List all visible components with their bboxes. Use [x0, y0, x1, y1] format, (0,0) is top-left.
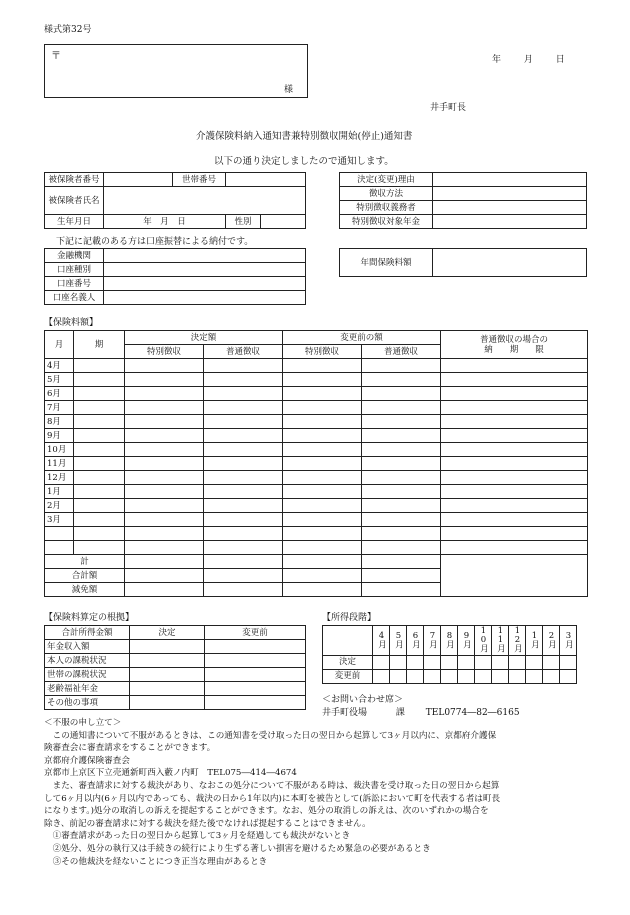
premium-row-month: 7月 [45, 401, 74, 415]
bank-note: 下記に記載のある方は口座振替による納付です。 [56, 237, 254, 247]
basis-row [45, 668, 306, 682]
appeal-line: また、審査請求に対する裁決があり、なおこの処分について不服がある時は、裁決書を受け取った日の翌日から起算 [44, 780, 500, 791]
basis-col-decided: 決定 [130, 626, 205, 640]
col-before-normal: 普通徴収 [362, 345, 441, 359]
col-deadline-line2: 納 期 限 [484, 344, 544, 355]
appeal-line: 除き、前記の審査請求に対する裁決を経た後でなければ提起することはできません。 [44, 818, 371, 829]
appeal-line: ③その他裁決を経ないことにつき正当な理由があるとき [44, 856, 268, 867]
basis-row-label: 世帯の課税状況 [45, 668, 130, 682]
income-corner [323, 626, 373, 656]
income-cell [407, 669, 424, 683]
basis-table [44, 625, 306, 710]
premium-sum-deadline [441, 555, 588, 597]
premium-row [45, 401, 588, 415]
premium-cell [204, 387, 283, 401]
gender-value [261, 215, 306, 229]
premium-cell [441, 541, 588, 555]
premium-cell [441, 457, 588, 471]
income-cell [441, 669, 458, 683]
premium-cell [441, 387, 588, 401]
income-cell [475, 669, 492, 683]
premium-cell [283, 359, 362, 373]
appeal-line: 京都府介護保険審査会 [44, 755, 130, 766]
honorific: 様 [283, 85, 293, 95]
premium-cell [125, 471, 204, 485]
household-no-label: 世帯番号 [173, 173, 226, 187]
premium-cell [204, 401, 283, 415]
income-month-label: 10月 [478, 626, 489, 652]
premium-row [45, 387, 588, 401]
premium-cell [283, 513, 362, 527]
basis-row-label: 老齢福祉年金 [45, 682, 130, 696]
premium-row-month: 2月 [45, 499, 74, 513]
premium-cell [283, 415, 362, 429]
premium-sum-label: 計 [45, 555, 125, 569]
premium-cell [283, 401, 362, 415]
postal-mark: 〒 [51, 51, 61, 62]
date-line [492, 52, 565, 65]
premium-cell [204, 513, 283, 527]
premium-sum-cell [283, 555, 362, 569]
premium-cell [362, 541, 441, 555]
income-month-label: 7月 [427, 630, 438, 647]
account-number-label: 口座番号 [45, 277, 104, 291]
income-cell [560, 655, 577, 669]
premium-row-month: 9月 [45, 429, 74, 443]
premium-row-month: 10月 [45, 443, 74, 457]
annual-premium-label: 年間保険料額 [340, 249, 433, 277]
premium-cell [362, 387, 441, 401]
premium-cell [362, 359, 441, 373]
date-day: 日 [555, 55, 565, 65]
premium-cell [204, 373, 283, 387]
basis-col-before: 変更前 [205, 626, 306, 640]
premium-row-month: 3月 [45, 513, 74, 527]
premium-cell [283, 387, 362, 401]
premium-cell [125, 359, 204, 373]
premium-cell [204, 415, 283, 429]
basis-col-income: 合計所得金額 [45, 626, 130, 640]
premium-cell [74, 401, 125, 415]
premium-row [45, 527, 588, 541]
premium-row-month [45, 541, 74, 555]
account-holder-label: 口座名義人 [45, 291, 104, 305]
appeal-line: 京都市上京区下立売通新町西入藪ノ内町 TEL075―414―4674 [44, 768, 297, 779]
premium-cell [204, 429, 283, 443]
insured-no-value [104, 173, 173, 187]
premium-row-month: 11月 [45, 457, 74, 471]
premium-sum-cell [125, 555, 204, 569]
income-month-label: 3月 [563, 630, 574, 647]
premium-sum-cell [204, 555, 283, 569]
premium-cell [362, 457, 441, 471]
premium-row [45, 471, 588, 485]
premium-cell [441, 415, 588, 429]
premium-cell [441, 513, 588, 527]
basis-row-label: 年金収入額 [45, 640, 130, 654]
premium-cell [74, 359, 125, 373]
insured-no-label: 被保険者番号 [45, 173, 104, 187]
premium-cell [283, 373, 362, 387]
basis-row [45, 640, 306, 654]
premium-cell [74, 527, 125, 541]
premium-cell [125, 499, 204, 513]
income-cell [492, 669, 509, 683]
col-decided-special: 特別徴収 [125, 345, 204, 359]
premium-cell [362, 499, 441, 513]
document-title: 介護保険料納入通知書兼特別徴収開始(停止)通知書 [196, 131, 413, 142]
contact-office: 井手町役場 [322, 708, 368, 718]
premium-cell [74, 373, 125, 387]
premium-cell [441, 527, 588, 541]
col-before-special: 特別徴収 [283, 345, 362, 359]
premium-row [45, 443, 588, 457]
premium-cell [441, 443, 588, 457]
income-month-header [373, 626, 390, 656]
basis-cell [130, 682, 205, 696]
premium-cell [441, 373, 588, 387]
premium-cell [283, 471, 362, 485]
premium-cell [125, 513, 204, 527]
premium-cell [125, 443, 204, 457]
premium-cell [204, 443, 283, 457]
premium-cell [441, 499, 588, 513]
premium-cell [362, 415, 441, 429]
income-cell [407, 655, 424, 669]
basis-row-label: 本人の課税状況 [45, 654, 130, 668]
income-cell [373, 669, 390, 683]
premium-row [45, 499, 588, 513]
premium-cell [362, 373, 441, 387]
premium-cell [125, 401, 204, 415]
contact-heading: ＜お問い合わせ席＞ [322, 695, 404, 705]
premium-cell [204, 485, 283, 499]
appeal-notes [44, 717, 592, 868]
premium-cell [74, 485, 125, 499]
appeal-line: ②処分、処分の執行又は手続きの続行により生ずる著しい損害を避けるため緊急の必要があるとき [44, 843, 431, 854]
premium-sum-cell [362, 569, 441, 583]
income-cell [458, 655, 475, 669]
premium-row-month: 12月 [45, 471, 74, 485]
basis-cell [130, 696, 205, 710]
income-row [323, 669, 577, 683]
income-table [322, 625, 577, 684]
col-month: 月 [45, 331, 74, 359]
income-month-label: 8月 [444, 630, 455, 647]
basis-row [45, 654, 306, 668]
premium-cell [125, 527, 204, 541]
premium-cell [362, 471, 441, 485]
premium-cell [283, 499, 362, 513]
income-cell [509, 669, 526, 683]
bank-table [44, 248, 306, 305]
premium-cell [441, 471, 588, 485]
premium-cell [125, 457, 204, 471]
premium-sum-cell [125, 569, 204, 583]
special-collector-label: 特別徴収義務者 [340, 201, 433, 215]
birthdate-label: 生年月日 [45, 215, 104, 229]
premium-row-month: 4月 [45, 359, 74, 373]
premium-sum-cell [125, 583, 204, 597]
insured-name-value [104, 187, 306, 215]
premium-row-month: 8月 [45, 415, 74, 429]
col-deadline-line1: 普通徴収の場合の [479, 334, 548, 345]
premium-sum-cell [362, 583, 441, 597]
premium-cell [74, 429, 125, 443]
premium-row-month: 6月 [45, 387, 74, 401]
income-cell [390, 669, 407, 683]
contact-dept: 課 [395, 708, 405, 718]
income-month-header [424, 626, 441, 656]
premium-cell [283, 429, 362, 443]
income-month-header [492, 626, 509, 656]
document-subtitle: 以下の通り決定しましたので通知します。 [214, 156, 394, 167]
premium-table [44, 330, 588, 597]
gender-label: 性別 [226, 215, 261, 229]
premium-row [45, 457, 588, 471]
income-cell [543, 655, 560, 669]
income-month-header [441, 626, 458, 656]
basis-cell [205, 682, 306, 696]
income-month-label: 9月 [461, 630, 472, 647]
basis-cell [130, 654, 205, 668]
income-row-label: 変更前 [323, 669, 373, 683]
premium-cell [74, 513, 125, 527]
income-month-header [407, 626, 424, 656]
income-cell [424, 669, 441, 683]
income-cell [492, 655, 509, 669]
income-month-header [475, 626, 492, 656]
premium-cell [362, 527, 441, 541]
premium-cell [362, 443, 441, 457]
decision-table [339, 172, 587, 229]
income-month-label: 5月 [393, 630, 404, 647]
premium-cell [283, 457, 362, 471]
income-month-header [509, 626, 526, 656]
premium-cell [441, 429, 588, 443]
appeal-line: ①審査請求があった日の翌日から起算して3ヶ月を経過しても裁決がないとき [44, 831, 351, 842]
appeal-line: して6ヶ月以内(6ヶ月以内であっても、裁決の日から1年以内)に本町を被告として(訴訟において町を代表する者は町長 [44, 793, 501, 804]
income-month-label: 11月 [495, 626, 506, 652]
income-cell [543, 669, 560, 683]
income-month-label: 2月 [546, 630, 557, 647]
income-cell [458, 669, 475, 683]
premium-heading: 【保険料額】 [44, 318, 99, 328]
premium-cell [283, 541, 362, 555]
premium-cell [204, 471, 283, 485]
premium-sum-cell [362, 555, 441, 569]
income-month-header [526, 626, 543, 656]
basis-cell [205, 668, 306, 682]
income-month-header [560, 626, 577, 656]
premium-cell [74, 457, 125, 471]
premium-cell [74, 499, 125, 513]
premium-cell [283, 527, 362, 541]
decision-reason-label: 決定(変更)理由 [340, 173, 433, 187]
premium-sum-label: 合計額 [45, 569, 125, 583]
income-cell [526, 655, 543, 669]
premium-row-month [45, 527, 74, 541]
premium-cell [441, 401, 588, 415]
premium-cell [283, 443, 362, 457]
income-cell [390, 655, 407, 669]
income-month-header [390, 626, 407, 656]
premium-row-month: 5月 [45, 373, 74, 387]
form-number: 様式第32号 [44, 25, 92, 35]
basis-cell [205, 696, 306, 710]
bank-name-label: 金融機関 [45, 249, 104, 263]
income-cell [424, 655, 441, 669]
col-before: 変更前の額 [283, 331, 441, 345]
premium-row [45, 485, 588, 499]
income-cell [373, 655, 390, 669]
premium-sum-cell [204, 583, 283, 597]
income-heading: 【所得段階】 [322, 613, 377, 623]
basis-cell [205, 654, 306, 668]
col-period: 期 [74, 331, 125, 359]
income-month-label: 12月 [512, 626, 523, 652]
basis-row [45, 696, 306, 710]
col-decided-normal: 普通徴収 [204, 345, 283, 359]
premium-cell [74, 387, 125, 401]
birthdate-value: 年 月 日 [104, 215, 226, 229]
basis-cell [130, 640, 205, 654]
income-month-header [458, 626, 475, 656]
contact-tel: TEL0774―82―6165 [425, 708, 520, 718]
premium-row [45, 429, 588, 443]
premium-row [45, 373, 588, 387]
premium-sum-label: 減免額 [45, 583, 125, 597]
premium-cell [204, 499, 283, 513]
income-cell [560, 669, 577, 683]
income-month-label: 1月 [529, 630, 540, 647]
premium-cell [362, 401, 441, 415]
premium-row [45, 541, 588, 555]
basis-row-label: その他の事項 [45, 696, 130, 710]
premium-cell [204, 359, 283, 373]
date-year: 年 [492, 55, 502, 65]
special-pension-label: 特別徴収対象年金 [340, 215, 433, 229]
date-month: 月 [523, 55, 533, 65]
premium-cell [283, 485, 362, 499]
premium-cell [125, 429, 204, 443]
basis-cell [130, 668, 205, 682]
premium-cell [74, 415, 125, 429]
premium-cell [441, 485, 588, 499]
income-cell [509, 655, 526, 669]
income-month-label: 4月 [376, 630, 387, 647]
basis-cell [205, 640, 306, 654]
address-box [44, 44, 308, 98]
collection-method-label: 徴収方法 [340, 187, 433, 201]
premium-row [45, 513, 588, 527]
premium-cell [441, 359, 588, 373]
annual-premium-table [339, 248, 587, 277]
basis-heading: 【保険料算定の根拠】 [44, 613, 135, 623]
premium-cell [125, 541, 204, 555]
premium-cell [362, 485, 441, 499]
premium-cell [125, 485, 204, 499]
income-month-header [543, 626, 560, 656]
premium-sum-cell [204, 569, 283, 583]
income-month-label: 6月 [410, 630, 421, 647]
household-no-value [226, 173, 306, 187]
premium-cell [74, 443, 125, 457]
premium-cell [362, 513, 441, 527]
premium-cell [74, 471, 125, 485]
income-row [323, 655, 577, 669]
col-deadline [441, 331, 588, 359]
insured-info-table [44, 172, 306, 229]
premium-row [45, 415, 588, 429]
premium-cell [125, 415, 204, 429]
premium-cell [204, 457, 283, 471]
income-cell [475, 655, 492, 669]
insured-name-label: 被保険者氏名 [45, 187, 104, 215]
premium-cell [362, 429, 441, 443]
premium-sum-row [45, 555, 588, 569]
issuer: 井手町長 [430, 103, 467, 113]
premium-row [45, 359, 588, 373]
basis-row [45, 682, 306, 696]
appeal-heading: ＜不服の申し立て＞ [44, 718, 122, 728]
appeal-line: 険審査会に審査請求をすることができます。 [44, 743, 216, 754]
col-decided: 決定額 [125, 331, 283, 345]
income-cell [441, 655, 458, 669]
premium-sum-cell [283, 583, 362, 597]
premium-cell [204, 527, 283, 541]
appeal-line: この通知書について不服があるときは、この通知書を受け取った日の翌日から起算して3ヶ月以内に、京都府介護保 [44, 730, 497, 741]
account-type-label: 口座種別 [45, 263, 104, 277]
income-row-label: 決定 [323, 655, 373, 669]
appeal-line: になります。)処分の取消しの訴えを提起することができます。なお、処分の取消しの訴えは、次のいずれかの場合を [44, 806, 489, 817]
premium-cell [125, 373, 204, 387]
income-cell [526, 669, 543, 683]
premium-cell [74, 541, 125, 555]
premium-cell [204, 541, 283, 555]
premium-row-month: 1月 [45, 485, 74, 499]
premium-sum-cell [283, 569, 362, 583]
premium-cell [125, 387, 204, 401]
